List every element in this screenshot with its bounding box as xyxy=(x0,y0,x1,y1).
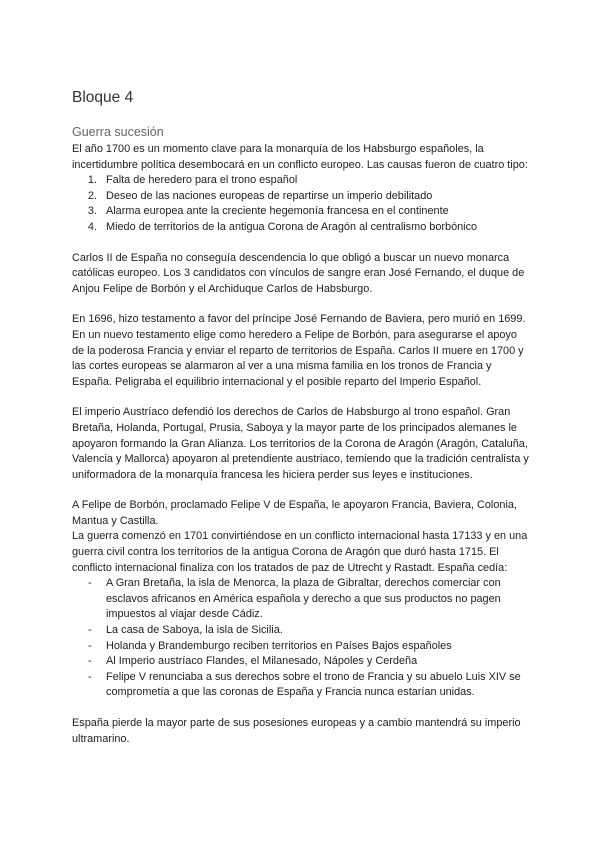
section-subtitle: Guerra sucesión xyxy=(72,125,164,139)
cession-text: La casa de Saboya, la isla de Sicilia. xyxy=(106,624,283,637)
paragraph-felipe-support: A Felipe de Borbón, proclamado Felipe V de España, le apoyaron Francia, Baviera, Colonia, Mantua y Castilla. xyxy=(72,499,517,527)
dash-bullet: - xyxy=(88,639,92,652)
dash-bullet: - xyxy=(88,577,92,590)
dash-bullet: - xyxy=(88,655,92,668)
cause-item: 2. Deseo de las naciones europeas de repartirse un imperio debilitado xyxy=(100,189,532,205)
paragraph-candidates: Carlos II de España no conseguía descendencia lo que obligó a buscar un nuevo monarca católicas europeo. Los 3 candidatos con vínculos de sangre eran José Fernando, el duque de Anjou Felipe de Borbón y el Archiduque Carlos de Habsburgo. xyxy=(72,251,525,295)
cession-item xyxy=(72,670,532,701)
cession-item xyxy=(72,623,532,639)
cession-text: Al Imperio austríaco Flandes, el Milanesado, Nápoles y Cerdeña xyxy=(106,655,418,668)
cession-text: Holanda y Brandemburgo reciben territorios en Países Bajos españoles xyxy=(106,639,452,652)
cession-text: Felipe V renunciaba a sus derechos sobre el trono de Francia y su abuelo Luis XIV se comprometía a que las coronas de España y Francia nunca estarían unidas. xyxy=(106,670,521,699)
cessions-list xyxy=(72,576,532,701)
dash-bullet: - xyxy=(88,670,92,683)
paragraph-great-alliance: El imperio Austríaco defendió los derechos de Carlos de Habsburgo al trono español. Gran Bretaña, Holanda, Portugal, Prusia, Saboya y la mayor parte de los principados alemanes le apoyaron formando la Gran Alianza. Los territorios de la Corona de Aragón (Aragón, Cataluña, Valencia y Mallorca) apoyaron al pretendiente austriaco, temiendo que la tradición centralista y uniformadora de la monarquía francesa les hiciera perder sus leyes e instituciones. xyxy=(72,406,529,481)
page-title: Bloque 4 xyxy=(72,89,134,106)
cession-item xyxy=(72,576,532,623)
causes-list xyxy=(72,173,532,235)
cession-item xyxy=(72,654,532,670)
cause-item: 3. Alarma europea ante la creciente hegemonía francesa en el continente xyxy=(100,204,532,220)
cause-item: 1. Falta de heredero para el trono español xyxy=(100,173,532,189)
intro-paragraph: El año 1700 es un momento clave para la monarquía de los Habsburgo españoles, la incertidumbre política desembocará en un conflicto europeo. Las causas fueron de cuatro tipo: xyxy=(72,143,528,171)
paragraph-conclusion: España pierde la mayor parte de sus posesiones europeas y a cambio mantendrá su imperio ultramarino. xyxy=(72,717,521,745)
dash-bullet: - xyxy=(88,624,92,637)
cession-text: A Gran Bretaña, la isla de Menorca, la plaza de Gibraltar, derechos comerciar con esclavos africanos en América española y derecho a que sus productos no pagen impuestos al viajar desde Cádiz. xyxy=(106,577,501,621)
cession-item xyxy=(72,639,532,655)
paragraph-war-course: La guerra comenzó en 1701 convirtiéndose en un conflicto internacional hasta 17133 y en una guerra civil contra los territorios de la antigua Corona de Aragón que duró hasta 1715. El conflicto internacional finaliza con los tratados de paz de Utrecht y Rastadt. España cedía: xyxy=(72,530,528,574)
paragraph-testament: En 1696, hizo testamento a favor del príncipe José Fernando de Baviera, pero murió en 1699. En un nuevo testamento elige como heredero a Felipe de Borbón, para asegurarse el apoyo de la poderosa Francia y enviar el reparto de territorios de España. Carlos II muere en 1700 y las cortes europeas se alarmaron al ver a una misma familia en los tronos de Francia y España. Peligraba el equilibrio internacional y el posible reparto del Imperio Español. xyxy=(72,313,526,388)
cause-item: 4. Miedo de territorios de la antigua Corona de Aragón al centralismo borbónico xyxy=(100,220,532,236)
document-body xyxy=(72,88,532,747)
